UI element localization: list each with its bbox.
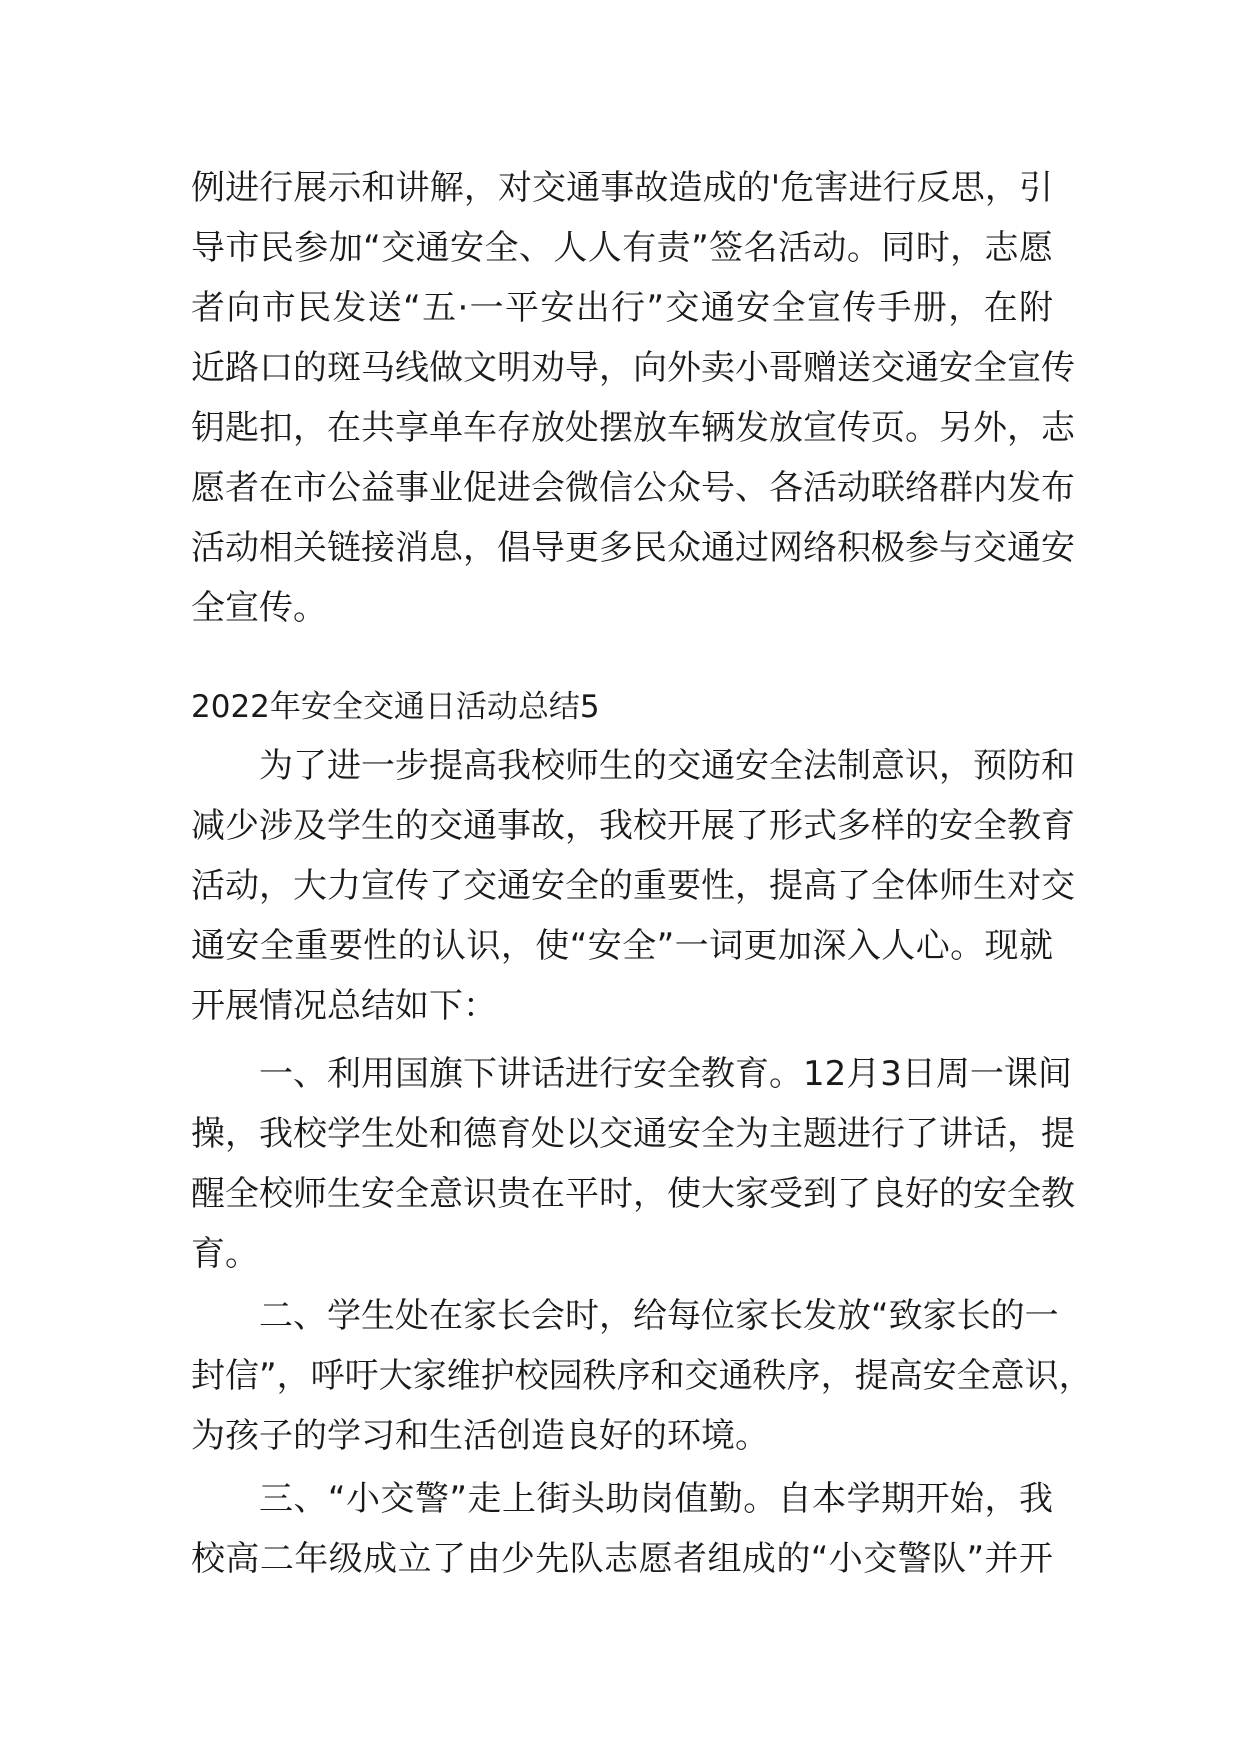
paragraph-line: 钥匙扣，在共享单车存放处摆放车辆发放宣传页。另外，志 [191,408,1075,448]
paragraph-line: 导市民参加“交通安全、人人有责”签名活动。同时，志愿 [191,228,1053,268]
paragraph-line: 活动，大力宣传了交通安全的重要性，提高了全体师生对交 [191,866,1075,906]
paragraph-line: 为了进一步提高我校师生的交通安全法制意识，预防和 [259,746,1075,786]
paragraph-line: 一、利用国旗下讲话进行安全教育。12月3日周一课间 [259,1054,1072,1094]
paragraph-line: 愿者在市公益事业促进会微信公众号、各活动联络群内发布 [191,468,1075,508]
paragraph-line: 为孩子的学习和生活创造良好的环境。 [191,1416,769,1456]
paragraph-line: 操，我校学生处和德育处以交通安全为主题进行了讲话，提 [191,1114,1075,1154]
paragraph-line: 醒全校师生安全意识贵在平时，使大家受到了良好的安全教 [191,1174,1075,1214]
paragraph-line: 三、“小交警”走上街头助岗值勤。自本学期开始，我 [259,1479,1053,1519]
paragraph-line: 育。 [191,1234,259,1274]
paragraph-line: 活动相关链接消息，倡导更多民众通过网络积极参与交通安 [191,528,1075,568]
paragraph-line: 减少涉及学生的交通事故，我校开展了形式多样的安全教育 [191,806,1075,846]
paragraph-line: 二、学生处在家长会时，给每位家长发放“致家长的一 [259,1296,1059,1336]
paragraph-line: 近路口的斑马线做文明劝导，向外卖小哥赠送交通安全宣传 [191,348,1075,388]
paragraph-line: 校高二年级成立了由少先队志愿者组成的“小交警队”并开 [191,1539,1053,1579]
item-2-paragraph [191,1286,1093,1466]
paragraph-line: 通安全重要性的认识，使“安全”一词更加深入人心。现就 [191,926,1053,966]
paragraph-line: 封信”，呼吁大家维护校园秩序和交通秩序，提高安全意识， [191,1356,1093,1396]
item-3-paragraph [191,1469,1053,1589]
item-1-paragraph [191,1044,1075,1284]
paragraph-line: 全宣传。 [191,588,327,628]
paragraph-line: 例进行展示和讲解，对交通事故造成的'危害进行反思，引 [191,168,1053,208]
intro-paragraph [191,736,1075,1036]
section-heading: 2022年安全交通日活动总结5 [191,689,600,725]
paragraph-line: 者向市民发送“五·一平安出行”交通安全宣传手册，在附 [191,288,1053,328]
paragraph-line: 开展情况总结如下： [191,986,497,1026]
continuation-paragraph [191,158,1075,638]
